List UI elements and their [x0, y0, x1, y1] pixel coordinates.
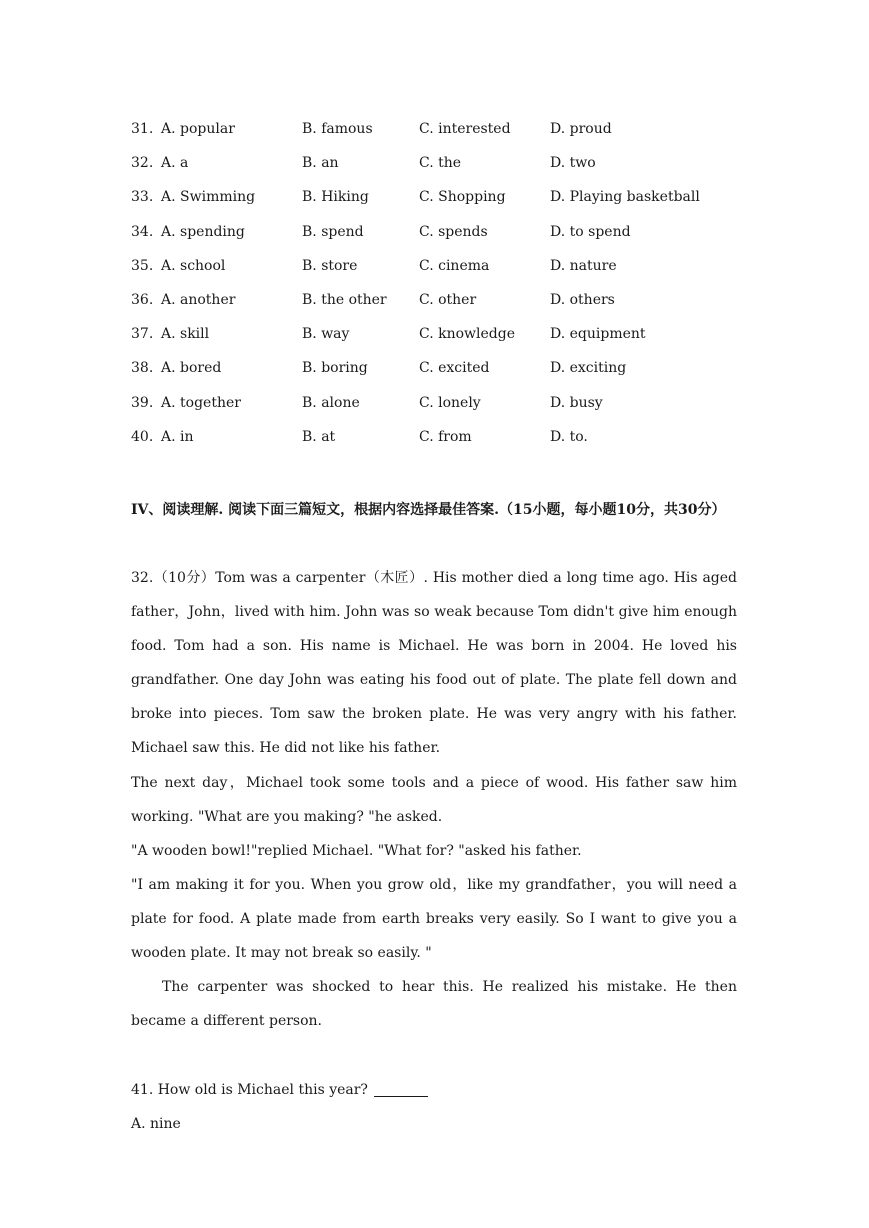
option-d: D. others [550, 291, 615, 308]
reading-passage [131, 561, 737, 1038]
question-number: 35. [131, 257, 154, 274]
question-number: 40. [131, 428, 154, 445]
option-a: A. spending [161, 223, 245, 240]
question-number: 36. [131, 291, 154, 308]
option-d: D. two [550, 155, 596, 172]
passage-paragraph: 32.（10分）Tom was a carpenter（木匠）. His mother died a long time ago. His aged father，John，lived with him. John was so weak because Tom didn't give him enough food. Tom had a son. His name is Michael. He was born in 2004. He loved his grandfather. One day John was eating his food out of plate. The plate fell down and broke into pieces. Tom saw the broken plate. He was very angry with his father. Michael saw this. He did not like his father. [131, 570, 737, 757]
option-d: D. Playing basketball [550, 189, 700, 206]
option-a: A. in [161, 428, 194, 445]
option-b: B. at [302, 428, 336, 445]
option-c: C. lonely [419, 394, 481, 411]
option-b: B. famous [302, 121, 373, 137]
choice-row [131, 117, 741, 151]
option-b: B. the other [302, 291, 387, 308]
section-heading: IV、阅读理解. 阅读下面三篇短文，根据内容选择最佳答案.（15小题，每小题10分，共30分） [131, 502, 726, 518]
option-c: C. from [419, 428, 472, 445]
option-c: C. spends [419, 223, 488, 240]
option-d: D. busy [550, 394, 603, 411]
passage-paragraph: "A wooden bowl!"replied Michael. "What for? "asked his father. [131, 842, 582, 859]
passage-paragraph: The next day，Michael took some tools and a piece of wood. His father saw him working. "What are you making? "he asked. [131, 774, 737, 825]
choice-row [131, 185, 741, 219]
option-c: C. knowledge [419, 326, 515, 343]
option-d: D. proud [550, 121, 612, 137]
option-b: B. an [302, 155, 339, 172]
option-d: D. equipment [550, 326, 646, 343]
option-d: D. to spend [550, 223, 631, 240]
question-41 [131, 1073, 737, 1141]
question-number: 33. [131, 189, 154, 206]
option-c: C. other [419, 291, 477, 308]
choice-row [131, 322, 741, 356]
answer-option-a: A. nine [131, 1116, 181, 1132]
option-c: C. interested [419, 121, 511, 137]
question-number: 34. [131, 223, 154, 240]
option-b: B. boring [302, 360, 368, 377]
option-a: A. Swimming [161, 189, 256, 206]
option-a: A. together [161, 394, 241, 411]
question-number: 38. [131, 360, 154, 377]
choice-row [131, 356, 741, 390]
option-b: B. alone [302, 394, 360, 411]
option-b: B. spend [302, 223, 364, 240]
choice-row [131, 425, 741, 459]
option-d: D. exciting [550, 360, 627, 377]
choice-row [131, 288, 741, 322]
option-b: B. store [302, 257, 358, 274]
choice-row [131, 151, 741, 185]
question-line [131, 1073, 737, 1107]
option-a: A. another [161, 291, 236, 308]
passage-paragraph: "I am making it for you. When you grow old，like my grandfather，you will need a plate for food. A plate made from earth breaks very easily. So I want to give you a wooden plate. It may not break so easily. " [131, 876, 737, 962]
choice-row [131, 220, 741, 254]
question-number: 39. [131, 394, 154, 411]
option-d: D. to. [550, 428, 588, 445]
option-a: A. school [161, 257, 226, 274]
option-c: C. cinema [419, 257, 490, 274]
question-number: 32. [131, 155, 154, 172]
choice-row [131, 391, 741, 425]
passage-paragraph: The carpenter was shocked to hear this. He realized his mistake. He then became a different person. [131, 979, 737, 1030]
option-c: C. Shopping [419, 189, 506, 206]
answer-blank [374, 1082, 428, 1097]
option-d: D. nature [550, 257, 617, 274]
question-number: 37. [131, 326, 154, 343]
option-a: A. skill [161, 326, 210, 343]
multiple-choice-list [131, 117, 741, 459]
choice-row [131, 254, 741, 288]
option-b: B. Hiking [302, 189, 369, 206]
option-c: C. the [419, 155, 462, 172]
option-c: C. excited [419, 360, 490, 377]
option-a: A. bored [161, 360, 222, 377]
option-b: B. way [302, 326, 350, 343]
option-a: A. a [161, 155, 189, 172]
question-number: 31. [131, 121, 154, 137]
question-text: 41. How old is Michael this year? [131, 1082, 368, 1098]
option-a: A. popular [161, 121, 235, 137]
